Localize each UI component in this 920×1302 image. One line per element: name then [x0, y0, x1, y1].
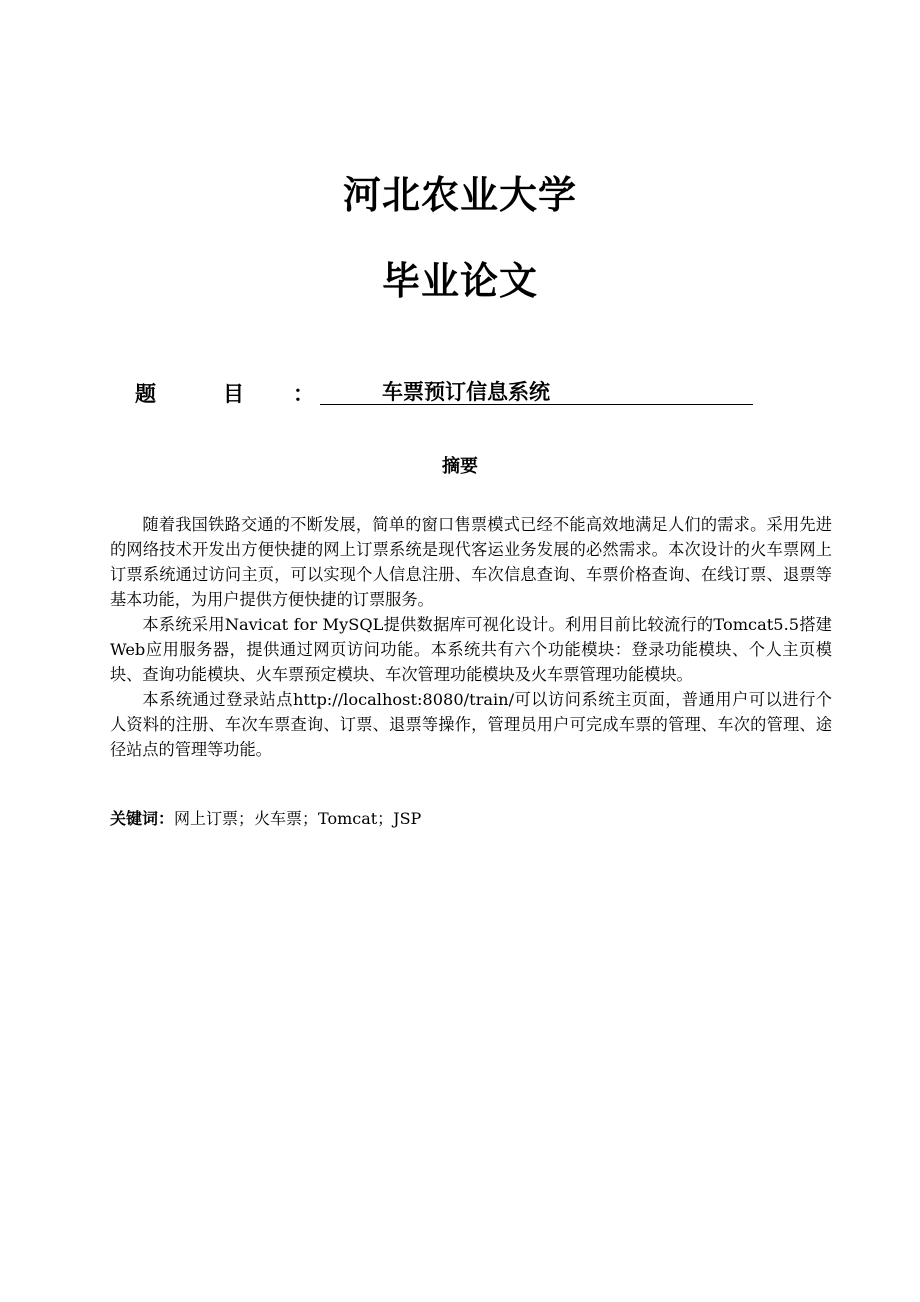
abstract-body [110, 512, 832, 762]
topic-underline [320, 376, 753, 405]
university-title: 河北农业大学 [342, 173, 577, 217]
topic-colon: ： [293, 382, 314, 406]
document-type-title: 毕业论文 [381, 259, 538, 303]
abstract-heading: 摘要 [442, 456, 478, 477]
abstract-paragraph: 本系统通过登录站点http://localhost:8080/train/可以访问系统主页面，普通用户可以进行个人资料的注册、车次车票查询、订票、退票等操作，管理员用户可完成车票的管理、车次的管理、途径站点的管理等功能。 [110, 690, 832, 759]
topic-value: 车票预订信息系统 [382, 380, 550, 404]
abstract-paragraph: 随着我国铁路交通的不断发展，简单的窗口售票模式已经不能高效地满足人们的需求。采用先进的网络技术开发出方便快捷的网上订票系统是现代客运业务发展的必然需求。本次设计的火车票网上订票系统通过访问主页，可以实现个人信息注册、车次信息查询、车票价格查询、在线订票、退票等基本功能，为用户提供方便快捷的订票服务。 [110, 515, 832, 609]
abstract-paragraph: 本系统采用Navicat for MySQL提供数据库可视化设计。利用目前比较流行的Tomcat5.5搭建Web应用服务器，提供通过网页访问功能。本系统共有六个功能模块：登录功能模块、个人主页模块、查询功能模块、火车票预定模块、车次管理功能模块及火车票管理功能模块。 [110, 615, 832, 684]
topic-label-char-2: 目 [223, 382, 244, 406]
keywords-label: 关键词： [110, 809, 175, 828]
keywords-line [110, 806, 421, 829]
keywords-value: 网上订票；火车票；Tomcat；JSP [174, 809, 422, 828]
topic-label-char-1: 题 [135, 382, 156, 406]
